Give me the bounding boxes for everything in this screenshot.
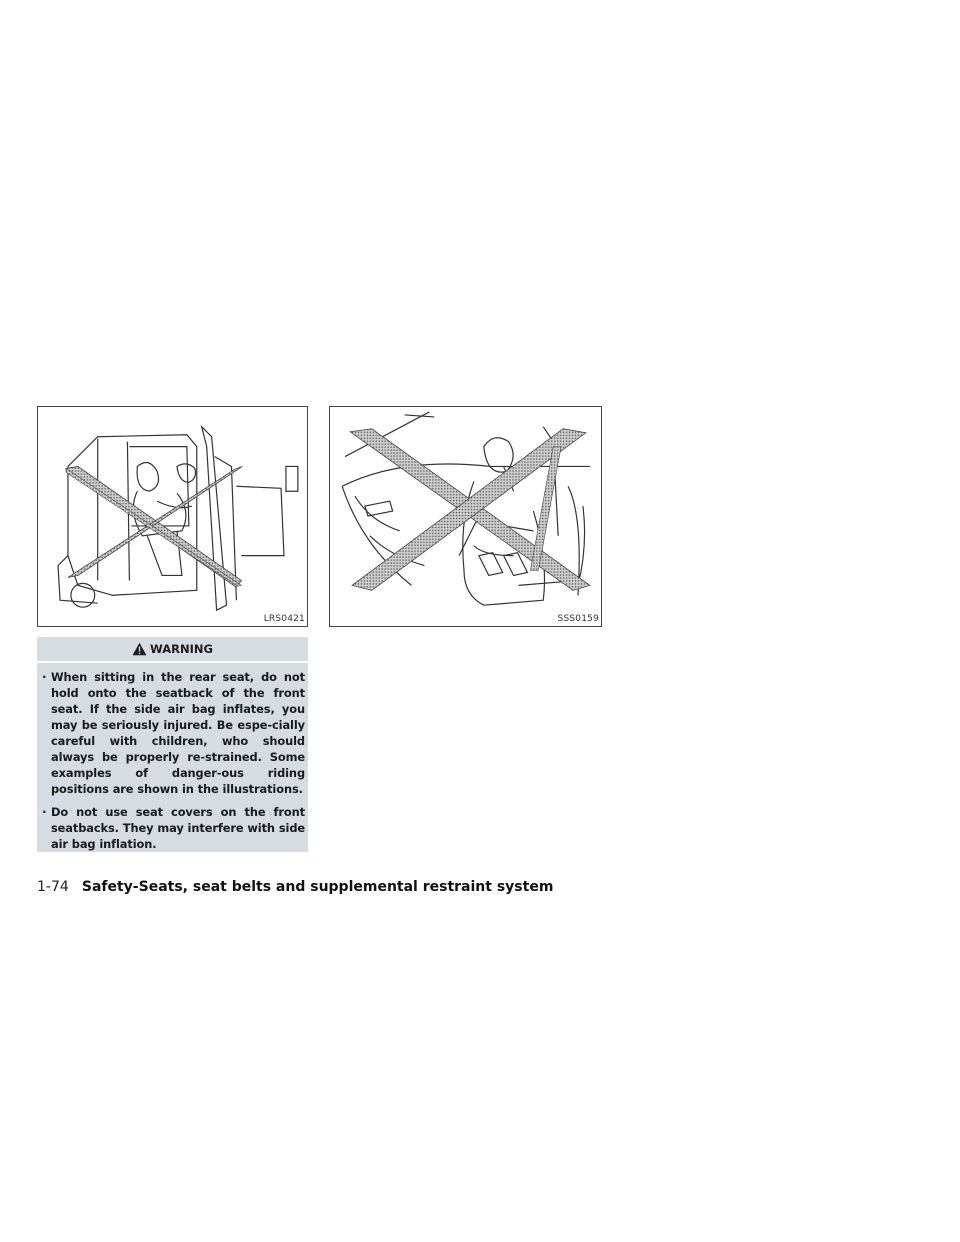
warning-item-text: When sitting in the rear seat, do not hold onto the seatback of the front seat. If the side air bag inflates, you may be seriously injured. Be espe-cially careful with children, who should always be properly re-strained. Some examples of danger-ous riding positions are shown in the illustrations. — [51, 670, 305, 796]
warning-title: WARNING — [150, 642, 213, 656]
bullet: · — [42, 670, 47, 684]
warning-item-text: Do not use seat covers on the front seatbacks. They may interfere with side air bag inflation. — [51, 805, 305, 851]
warning-divider — [37, 661, 308, 663]
bullet: · — [42, 805, 47, 819]
no-holding-seatback-x-illustration — [38, 407, 307, 626]
figure-code: SSS0159 — [557, 614, 599, 624]
figure-code: LRS0421 — [263, 614, 305, 624]
warning-item — [37, 804, 308, 852]
warning-item — [37, 669, 308, 797]
warning-header — [37, 637, 308, 661]
warning-triangle-icon — [132, 642, 147, 656]
page-footer — [37, 876, 553, 895]
figure-door-leaning-illustration — [329, 406, 602, 627]
page-number: 1-74 — [37, 879, 69, 895]
figure-rear-seat-illustration — [37, 406, 308, 627]
no-leaning-on-door-x-illustration — [330, 407, 601, 626]
warning-box — [37, 637, 308, 852]
section-title: Safety-Seats, seat belts and supplemental restraint system — [81, 879, 554, 895]
warning-list — [37, 669, 308, 859]
